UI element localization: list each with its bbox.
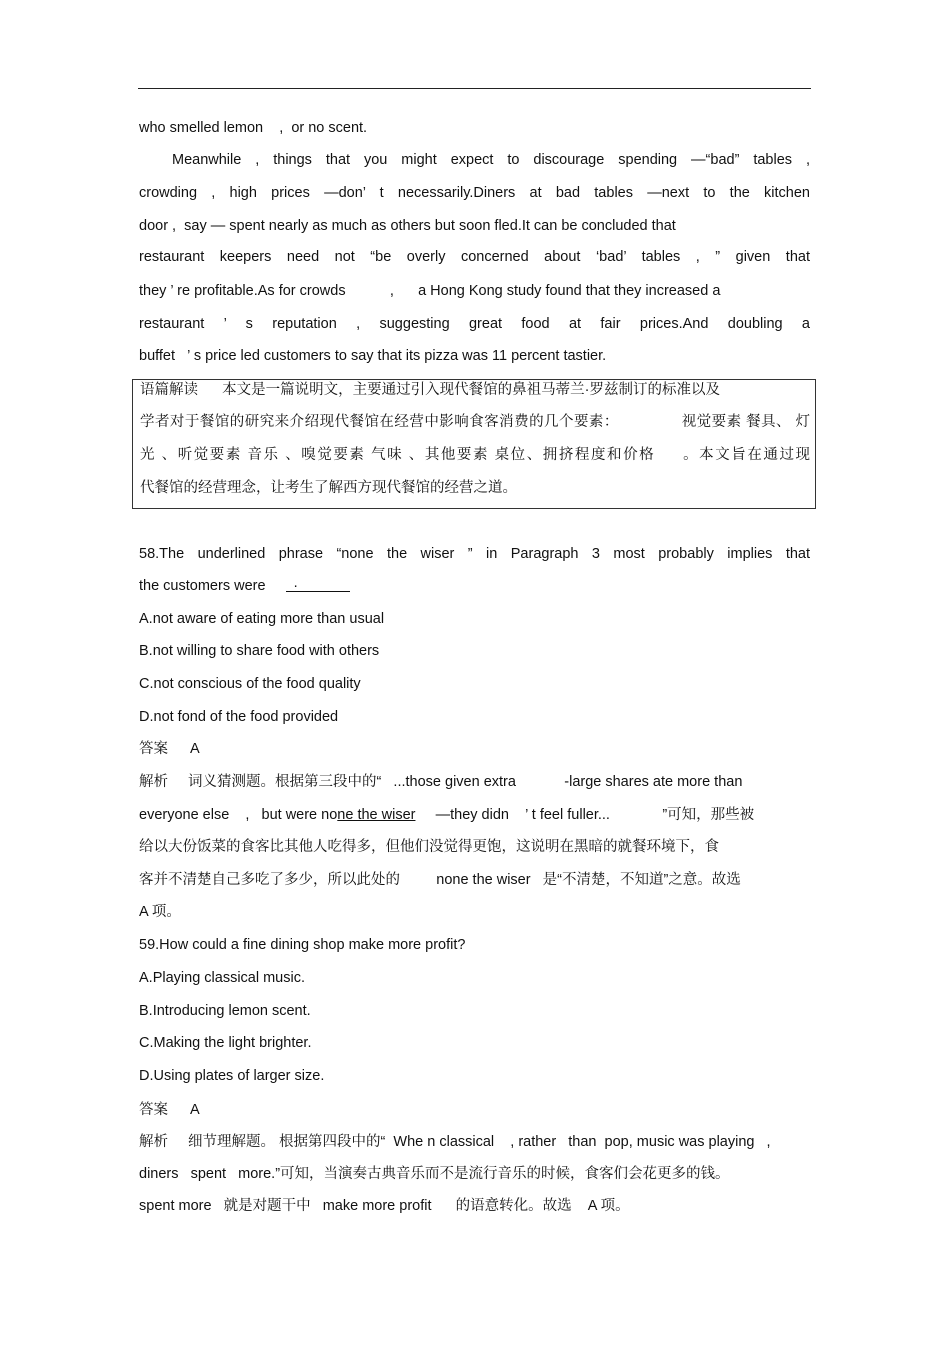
- q59-explanation-line-1: [139, 1132, 810, 1152]
- q59-option-d: D.Using plates of larger size.: [139, 1068, 325, 1084]
- q59-option-b: B.Introducing lemon scent.: [139, 1003, 311, 1019]
- passage-line-3: crowding , high prices —don’ t necessarily.Diners at bad tables —next to the kitchen: [139, 185, 810, 201]
- passage-line-8: buffet ’ s price led customers to say that its pizza was 11 percent tastier.: [139, 348, 607, 364]
- blank-mark: .: [293, 575, 298, 591]
- q58-explanation-line-4: 客并不清楚自己多吃了多少，所以此处的 none the wiser 是“不清楚，不知道”之意。故选: [139, 872, 741, 888]
- passage-line-4: door , say — spent nearly as much as others but soon fled.It can be concluded that: [139, 218, 676, 234]
- q58-option-a: A.not aware of eating more than usual: [139, 611, 385, 627]
- q58-explanation-line-5: A 项。: [139, 904, 181, 920]
- answer-value: A: [190, 1102, 200, 1118]
- q58-explanation-line-1: [139, 772, 810, 792]
- q58-option-b: B.not willing to share food with others: [139, 643, 380, 659]
- passage-line-7: restaurant ’ s reputation , suggesting great food at fair prices.And doubling a: [139, 316, 810, 332]
- q58-answer-blank: [286, 577, 350, 592]
- explanation-text: 词义猜测题。根据第三段中的“ ...those given extra -large shares ate more than: [188, 774, 743, 790]
- summary-line-3: 光 、听觉要素 音乐 、嗅觉要素 气味 、其他要素 桌位、拥挤程度和价格 。本文旨在通过现: [140, 447, 810, 463]
- q59-option-c: C.Making the light brighter.: [139, 1035, 312, 1051]
- reading-summary-box: [132, 379, 816, 509]
- q58-explanation-line-2: [139, 805, 810, 825]
- q58-option-c: C.not conscious of the food quality: [139, 676, 361, 692]
- explanation-label: 解析: [139, 1134, 168, 1150]
- q59-answer: [139, 1100, 810, 1120]
- q59-stem: 59.How could a fine dining shop make more profit?: [139, 937, 466, 953]
- passage-line-1: who smelled lemon , or no scent.: [139, 120, 368, 136]
- passage-line-5: restaurant keepers need not “be overly concerned about ‘bad’ tables , ” given that: [139, 249, 810, 265]
- q58-stem-line-1: 58.The underlined phrase “none the wiser ” in Paragraph 3 most probably implies that: [139, 546, 810, 562]
- summary-line-4: 代餐馆的经营理念，让考生了解西方现代餐馆的经营之道。: [140, 480, 517, 496]
- q58-stem-text: the customers were: [139, 578, 266, 594]
- q58-explanation-line-3: 给以大份饭菜的食客比其他人吃得多，但他们没觉得更饱，这说明在黑暗的就餐环境下，食: [139, 839, 719, 855]
- q59-explanation-line-2: diners spent more.”可知，当演奏古典音乐而不是流行音乐的时候，食客们会花更多的钱。: [139, 1166, 730, 1182]
- explanation-text: —they didn ’ t feel fuller... ”可知，那些被: [415, 807, 755, 823]
- passage-line-2: Meanwhile , things that you might expect to discourage spending —“bad” tables ,: [172, 152, 810, 168]
- answer-label: 答案: [139, 741, 168, 757]
- underlined-phrase: ne the wiser: [337, 807, 416, 823]
- passage-line-6: they ’ re profitable.As for crowds , a Hong Kong study found that they increased a: [139, 283, 721, 299]
- header-rule: [138, 88, 811, 89]
- summary-line-2: 学者对于餐馆的研究来介绍现代餐馆在经营中影响食客消费的几个要素： 视觉要素 餐具、 灯: [140, 414, 810, 430]
- summary-line-1: 语篇解读 本文是一篇说明文，主要通过引入现代餐馆的鼻祖马蒂兰·罗兹制订的标准以及: [140, 382, 720, 398]
- q58-option-d: D.not fond of the food provided: [139, 709, 339, 725]
- q59-option-a: A.Playing classical music.: [139, 970, 305, 986]
- q59-explanation-line-3: spent more 就是对题干中 make more profit 的语意转化。故选 A 项。: [139, 1198, 630, 1214]
- explanation-text: everyone else , but were no: [139, 807, 338, 823]
- q58-stem-line-2: [139, 576, 810, 596]
- explanation-label: 解析: [139, 774, 168, 790]
- answer-label: 答案: [139, 1102, 168, 1118]
- answer-value: A: [190, 741, 200, 757]
- explanation-text: 细节理解题。 根据第四段中的“ Whe n classical , rather than pop, music was playing ,: [188, 1134, 771, 1150]
- q58-answer: [139, 739, 810, 759]
